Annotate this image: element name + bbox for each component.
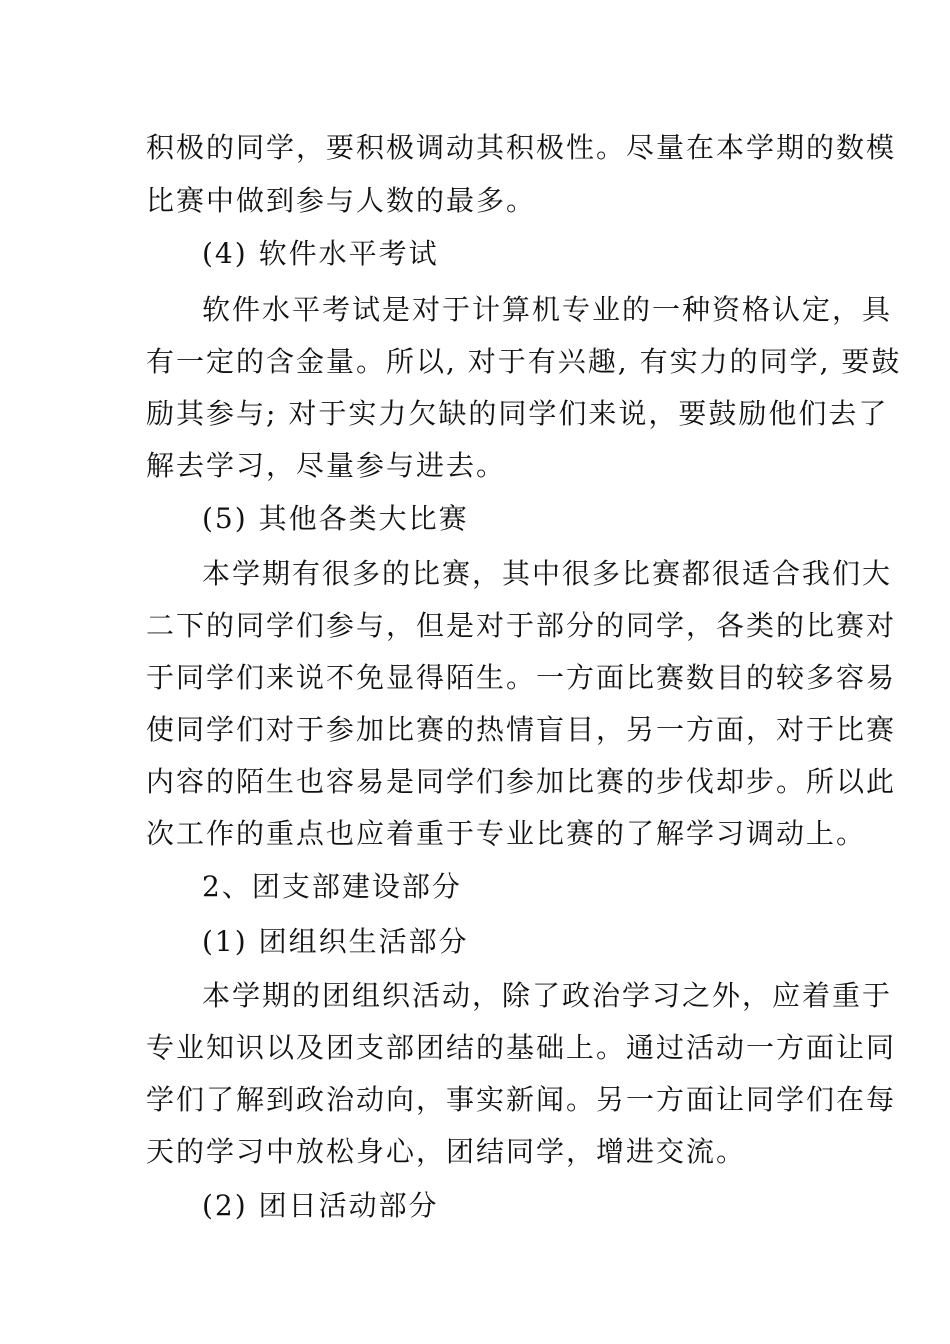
section-heading: (4) 软件水平考试 xyxy=(202,237,439,270)
paragraph-line: 使同学们对于参加比赛的热情盲目，另一方面，对于比赛 xyxy=(146,713,897,746)
section-heading: (1) 团组织生活部分 xyxy=(202,925,469,958)
paragraph-line: 二下的同学们参与，但是对于部分的同学，各类的比赛对 xyxy=(146,609,897,642)
paragraph-line: 励其参与; 对于实力欠缺的同学们来说，要鼓励他们去了 xyxy=(146,397,889,430)
paragraph-line: 学们了解到政治动向，事实新闻。另一方面让同学们在每 xyxy=(146,1083,897,1116)
paragraph-line: 次工作的重点也应着重于专业比赛的了解学习调动上。 xyxy=(146,817,867,850)
paragraph-line: 有一定的含金量。所以, 对于有兴趣, 有实力的同学, 要鼓 xyxy=(146,345,902,378)
paragraph-line: 软件水平考试是对于计算机专业的一种资格认定，具 xyxy=(202,293,893,326)
section-heading: 2、团支部建设部分 xyxy=(202,870,462,903)
paragraph-line: 内容的陌生也容易是同学们参加比赛的步伐却步。所以此 xyxy=(146,765,897,798)
paragraph-line: 天的学习中放松身心，团结同学，增进交流。 xyxy=(146,1135,747,1168)
section-heading: (2) 团日活动部分 xyxy=(202,1189,439,1222)
paragraph-line: 专业知识以及团支部团结的基础上。通过活动一方面让同 xyxy=(146,1031,897,1064)
section-heading: (5) 其他各类大比赛 xyxy=(202,502,469,535)
paragraph-line: 于同学们来说不免显得陌生。一方面比赛数目的较多容易 xyxy=(146,661,897,694)
paragraph-line: 本学期有很多的比赛，其中很多比赛都很适合我们大 xyxy=(202,557,893,590)
paragraph-line: 比赛中做到参与人数的最多。 xyxy=(146,184,537,217)
paragraph-line: 解去学习，尽量参与进去。 xyxy=(146,449,507,482)
paragraph-line: 本学期的团组织活动，除了政治学习之外，应着重于 xyxy=(202,979,893,1012)
paragraph-line: 积极的同学，要积极调动其积极性。尽量在本学期的数模 xyxy=(146,131,897,164)
